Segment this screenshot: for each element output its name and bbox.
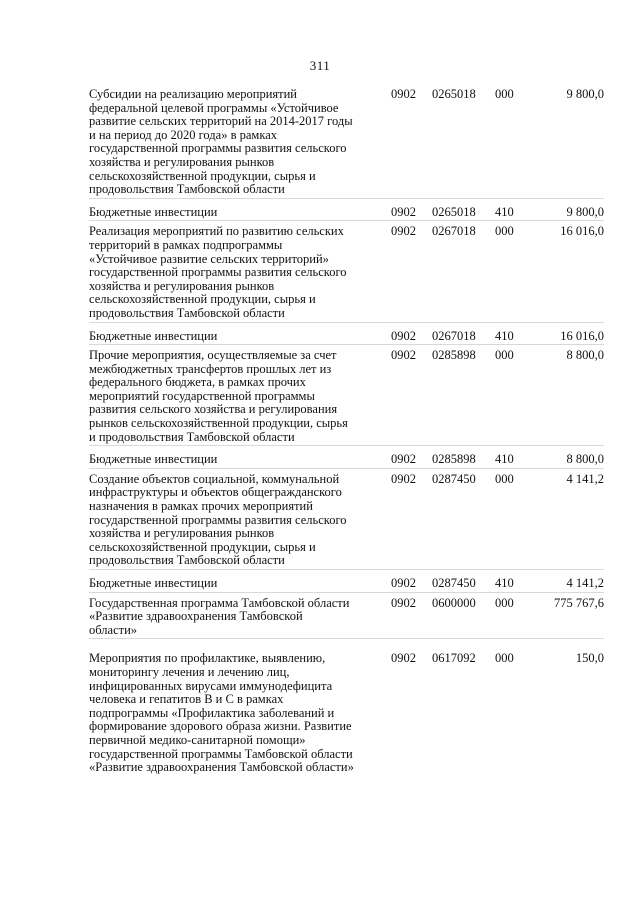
table-row [89, 452, 604, 469]
target-code: 0285898 [432, 348, 476, 363]
amount: 150,0 [575, 651, 604, 666]
amount: 9 800,0 [566, 87, 604, 101]
section-code: 0902 [391, 595, 416, 610]
amount: 16 016,0 [560, 328, 604, 343]
table-row [89, 472, 604, 570]
section-code: 0902 [391, 576, 416, 590]
section-code: 0902 [391, 348, 416, 363]
amount: 8 800,0 [566, 348, 604, 363]
row-name: Бюджетные инвестиции [89, 452, 218, 467]
target-code: 0287450 [432, 471, 476, 486]
expense-type-code: 410 [495, 576, 514, 590]
section-code: 0902 [391, 328, 416, 343]
target-code: 0287450 [432, 576, 476, 590]
target-code: 0267018 [432, 224, 476, 239]
amount: 4 141,2 [566, 576, 604, 590]
row-name: Субсидии на реализацию мероприятий федеральной целевой программы «Устойчивое развитие сельских территорий на 2014-2017 годы и на период до 2020 года» в рамках государственной программы развития сельского хозяйства и регулирования рынков сельскохозяйственной продукции, сырья и продовольствия Тамбовской области [89, 87, 353, 197]
expense-type-code: 000 [495, 348, 514, 363]
section-code: 0902 [391, 204, 416, 219]
expense-type-code: 000 [495, 224, 514, 239]
table-row [89, 329, 604, 346]
expense-type-code: 000 [495, 471, 514, 486]
section-code: 0902 [391, 471, 416, 486]
expense-type-code: 000 [495, 595, 514, 610]
row-name: Создание объектов социальной, коммунальной инфраструктуры и объектов общегражданского назначения в рамках прочих мероприятий государственной программы развития сельского хозяйства и регулирования рынков сельскохозяйственной продукции, сырья и продовольствия Тамбовской области [89, 471, 347, 568]
table-row [89, 348, 604, 446]
amount: 775 767,6 [554, 595, 604, 610]
target-code: 0265018 [432, 87, 476, 101]
table-row [89, 224, 604, 322]
section-code: 0902 [391, 87, 416, 101]
row-name: Бюджетные инвестиции [89, 328, 218, 343]
row-name: Мероприятия по профилактике, выявлению, мониторингу лечения и лечению лиц, инфицированных вирусами иммунодефицита человека и гепатитов B и C в рамках подпрограммы «Профилактика заболеваний и формирование здорового образа жизни. Развитие первичной медико-санитарной помощи» государственной программы Тамбовской области «Развитие здравоохранения Тамбовской области» [89, 651, 354, 775]
expense-type-code: 410 [495, 452, 514, 467]
row-name: Реализация мероприятий по развитию сельских территорий в рамках подпрограммы «Устойчивое развитие сельских территорий» государственной программы развития сельского хозяйства и регулирования рынков сельскохозяйственной продукции, сырья и продовольствия Тамбовской области [89, 224, 347, 320]
target-code: 0617092 [432, 651, 476, 666]
row-name: Бюджетные инвестиции [89, 204, 218, 219]
table-row [89, 576, 604, 593]
expense-type-code: 000 [495, 651, 514, 666]
expense-type-code: 000 [495, 87, 514, 101]
table-row [89, 205, 604, 222]
target-code: 0285898 [432, 452, 476, 467]
target-code: 0267018 [432, 328, 476, 343]
target-code: 0600000 [432, 595, 476, 610]
amount: 8 800,0 [566, 452, 604, 467]
table-row [89, 651, 604, 776]
row-name: Прочие мероприятия, осуществляемые за счет межбюджетных трансфертов прошлых лет из федерального бюджета, в рамках прочих мероприятий государственной программы развития сельского хозяйства и регулирования рынков сельскохозяйственной продукции, сырья и продовольствия Тамбовской области [89, 348, 348, 444]
budget-table [89, 87, 604, 777]
amount: 4 141,2 [566, 471, 604, 486]
section-code: 0902 [391, 651, 416, 666]
row-name: Государственная программа Тамбовской области «Развитие здравоохранения Тамбовской области» [89, 595, 350, 637]
expense-type-code: 410 [495, 204, 514, 219]
row-name: Бюджетные инвестиции [89, 576, 218, 590]
amount: 9 800,0 [566, 204, 604, 219]
table-row [89, 596, 604, 640]
page-number: 311 [309, 58, 331, 73]
target-code: 0265018 [432, 204, 476, 219]
table-row [89, 87, 604, 199]
amount: 16 016,0 [560, 224, 604, 239]
expense-type-code: 410 [495, 328, 514, 343]
section-code: 0902 [391, 224, 416, 239]
section-code: 0902 [391, 452, 416, 467]
